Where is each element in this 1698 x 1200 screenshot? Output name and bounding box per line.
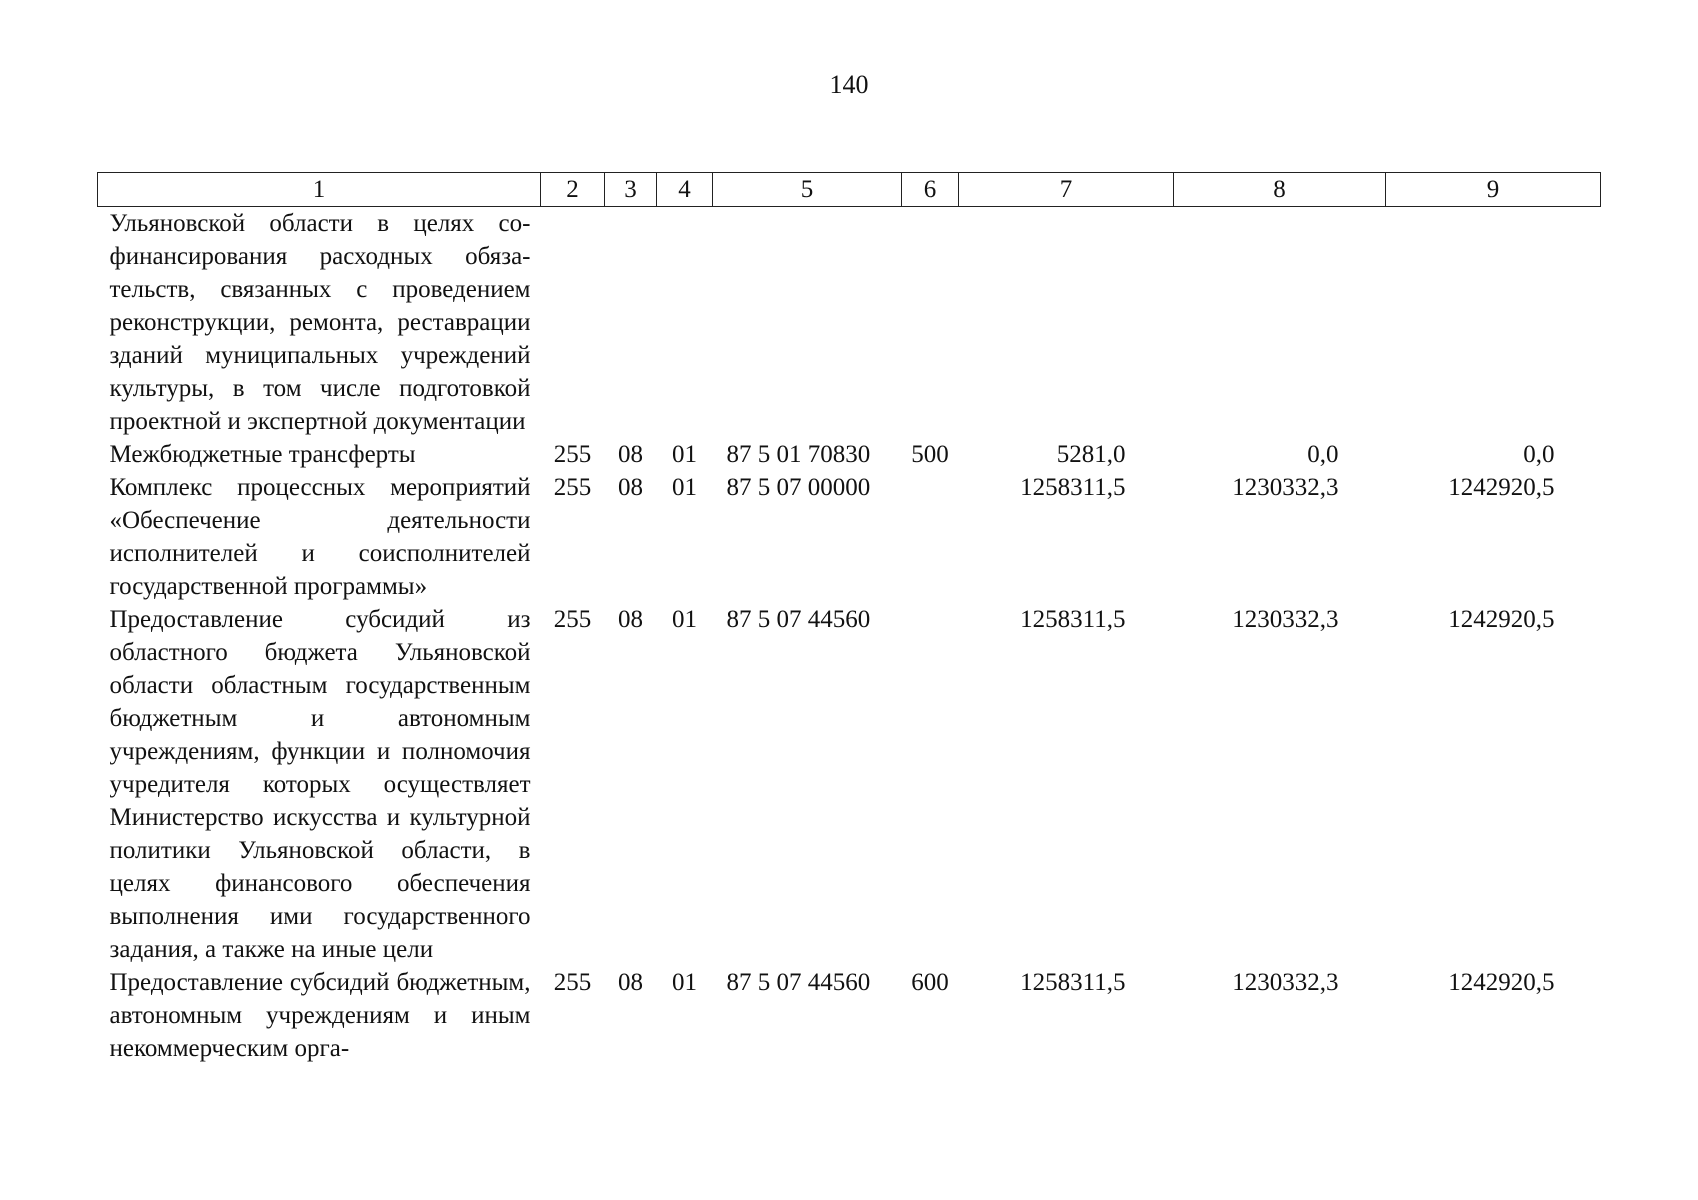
cell-col-6: 600 xyxy=(911,969,949,996)
cell-col-5: 87 5 01 70830 xyxy=(726,441,871,468)
row-name: Предоставление субсидий из областного бюджета Ульяновской области областным государственным бюджетным и автономным учреждениям, функции и полномочия учредителя которых осуществляет Министерство искусства и культурной политики Ульяновской области, в целях финансового обеспечения выполнения ими государственного задания, а также на иные цели xyxy=(109,606,531,963)
cell-col-9: 0,0 xyxy=(1523,441,1555,468)
header-col-1: 1 xyxy=(98,173,541,207)
cell-col-8 xyxy=(1174,207,1386,439)
header-col-8: 8 xyxy=(1174,173,1386,207)
cell-col-4: 01 xyxy=(672,606,697,633)
cell-col-2: 255 xyxy=(553,474,592,501)
table-row xyxy=(98,471,1601,603)
table-row xyxy=(98,438,1601,471)
cell-col-3: 08 xyxy=(618,441,643,468)
cell-col-2: 255 xyxy=(553,606,592,633)
cell-col-6 xyxy=(902,207,959,439)
cell-col-2: 255 xyxy=(553,441,592,468)
row-name: Межбюджетные трансферты xyxy=(109,441,416,468)
cell-col-3 xyxy=(605,207,657,439)
cell-col-6 xyxy=(902,471,959,603)
cell-col-4: 01 xyxy=(672,441,697,468)
cell-col-5: 87 5 07 44560 xyxy=(726,606,871,633)
cell-col-8: 1230332,3 xyxy=(1232,474,1339,501)
cell-col-9: 1242920,5 xyxy=(1448,969,1555,996)
cell-col-4: 01 xyxy=(672,474,697,501)
table-header xyxy=(98,173,1601,207)
cell-col-9: 1242920,5 xyxy=(1448,606,1555,633)
cell-col-6: 500 xyxy=(911,441,949,468)
header-col-9: 9 xyxy=(1386,173,1601,207)
header-col-2: 2 xyxy=(541,173,605,207)
header-col-7: 7 xyxy=(959,173,1174,207)
table-row xyxy=(98,966,1601,1065)
table-row xyxy=(98,207,1601,439)
row-name: Ульяновской области в целях софинансирования расходных обязательств, связанных с проведением реконструкции, ремонта, реставрации зданий муниципальных учреждений культуры, в том числе подготовкой проектной и экспертной документации xyxy=(109,210,531,435)
cell-col-9 xyxy=(1386,207,1601,439)
header-row xyxy=(98,173,1601,207)
cell-col-4: 01 xyxy=(672,969,697,996)
cell-col-8: 1230332,3 xyxy=(1232,606,1339,633)
row-name: Предоставление субсидий бюджетным, автономным учреждениям и иным некоммерческим орга- xyxy=(109,969,531,1062)
cell-col-2: 255 xyxy=(553,969,592,996)
cell-col-7: 1258311,5 xyxy=(1020,474,1126,501)
cell-col-8: 0,0 xyxy=(1307,441,1339,468)
header-col-6: 6 xyxy=(902,173,959,207)
cell-col-5: 87 5 07 00000 xyxy=(726,474,871,501)
budget-table xyxy=(97,172,1601,1065)
cell-col-7 xyxy=(959,207,1174,439)
table-body xyxy=(98,207,1601,1066)
cell-col-3: 08 xyxy=(618,474,643,501)
cell-col-6 xyxy=(902,603,959,966)
cell-col-5 xyxy=(713,207,902,439)
cell-col-9: 1242920,5 xyxy=(1448,474,1555,501)
cell-col-3: 08 xyxy=(618,969,643,996)
header-col-5: 5 xyxy=(713,173,902,207)
cell-col-4 xyxy=(657,207,713,439)
cell-col-2 xyxy=(541,207,605,439)
cell-col-3: 08 xyxy=(618,606,643,633)
cell-col-5: 87 5 07 44560 xyxy=(726,969,871,996)
header-col-3: 3 xyxy=(605,173,657,207)
page-number: 140 xyxy=(829,70,869,99)
row-name: Комплекс процессных мероприятий «Обеспечение деятельности исполнителей и соисполнителей государственной программы» xyxy=(109,474,531,600)
table-row xyxy=(98,603,1601,966)
cell-col-8: 1230332,3 xyxy=(1232,969,1339,996)
header-col-4: 4 xyxy=(657,173,713,207)
cell-col-7: 5281,0 xyxy=(1056,441,1126,468)
cell-col-7: 1258311,5 xyxy=(1020,969,1126,996)
cell-col-7: 1258311,5 xyxy=(1020,606,1126,633)
